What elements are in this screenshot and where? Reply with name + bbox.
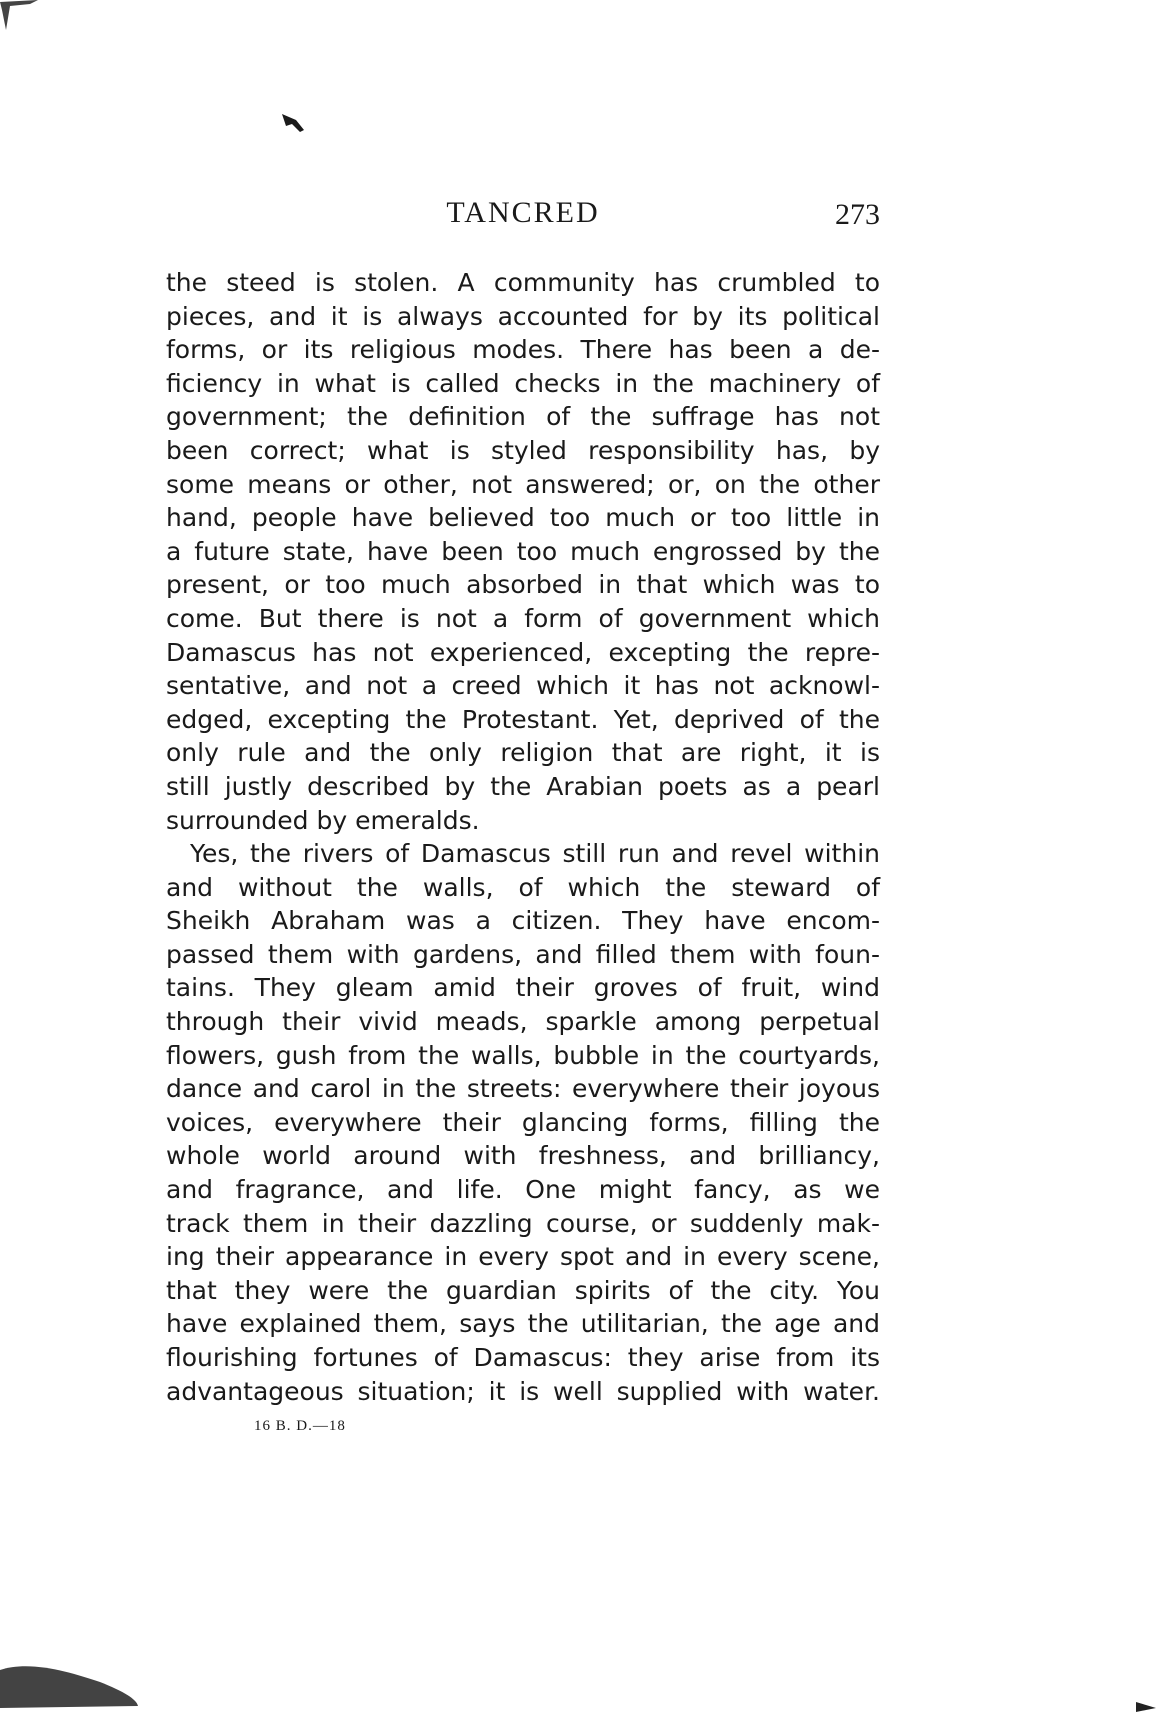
text-line: pieces, and it is always accounted for by its political [166,301,880,331]
corner-scan-mark [0,0,40,40]
text-line: only rule and the only religion that are right, it is [166,738,880,768]
text-line: government; the definition of the suffrage has not [166,402,880,432]
text-line: a future state, have been too much engrossed by the [166,536,880,566]
text-line: dance and carol in the streets: everywhere their joyous [166,1074,880,1104]
running-head [166,196,880,236]
text-line: Damascus has not experienced, excepting the repre- [166,637,880,667]
text-line: advantageous situation; it is well supplied with water. [166,1376,880,1406]
scan-smudge [0,1660,140,1710]
text-line: surrounded by emeralds. [166,805,480,835]
text-line: ficiency in what is called checks in the machinery of [166,368,880,398]
text-line: flowers, gush from the walls, bubble in the courtyards, [166,1040,880,1070]
signature-mark: 16 B. D.—18 [254,1418,346,1434]
text-line: voices, everywhere their glancing forms, filling the [166,1107,880,1137]
text-line: been correct; what is styled responsibility has, by [166,435,880,465]
text-line: the steed is stolen. A community has crumbled to [166,268,880,297]
text-line: Yes, the rivers of Damascus still run and revel within [190,839,880,869]
running-title: TANCRED [446,196,600,229]
text-line: still justly described by the Arabian poets as a pearl [166,771,880,801]
text-line: forms, or its religious modes. There has been a de- [166,335,880,365]
text-line: whole world around with freshness, and brilliancy, [166,1141,880,1171]
text-line: and without the walls, of which the steward of [166,872,880,902]
text-line: have explained them, says the utilitarian, the age and [166,1309,880,1339]
text-line: tains. They gleam amid their groves of fruit, wind [166,973,880,1003]
text-line: edged, excepting the Protestant. Yet, deprived of the [166,704,880,734]
edge-scan-mark [1136,1700,1158,1714]
text-line: Sheikh Abraham was a citizen. They have encom- [166,906,880,936]
arrow-mark-icon [282,114,306,134]
text-line: and fragrance, and life. One might fancy, as we [166,1175,880,1205]
paragraph-1 [166,266,880,837]
text-line: present, or too much absorbed in that which was to [166,570,880,600]
text-line: flourishing fortunes of Damascus: they arise from its [166,1343,880,1372]
text-line: track them in their dazzling course, or suddenly mak- [166,1208,880,1238]
text-line: ing their appearance in every spot and in every scene, [166,1242,880,1272]
page-number: 273 [835,198,880,231]
text-line: some means or other, not answered; or, on the other [166,469,880,499]
text-line: sentative, and not a creed which it has not acknowl- [166,671,880,701]
paragraph-2 [166,837,880,1408]
text-line: through their vivid meads, sparkle among perpetual [166,1007,880,1037]
body-text [166,266,880,1408]
text-line: come. But there is not a form of government which [166,603,880,633]
text-line: that they were the guardian spirits of the city. You [166,1275,880,1305]
text-line: passed them with gardens, and filled them with foun- [166,939,880,969]
text-line: hand, people have believed too much or too little in [166,503,880,533]
